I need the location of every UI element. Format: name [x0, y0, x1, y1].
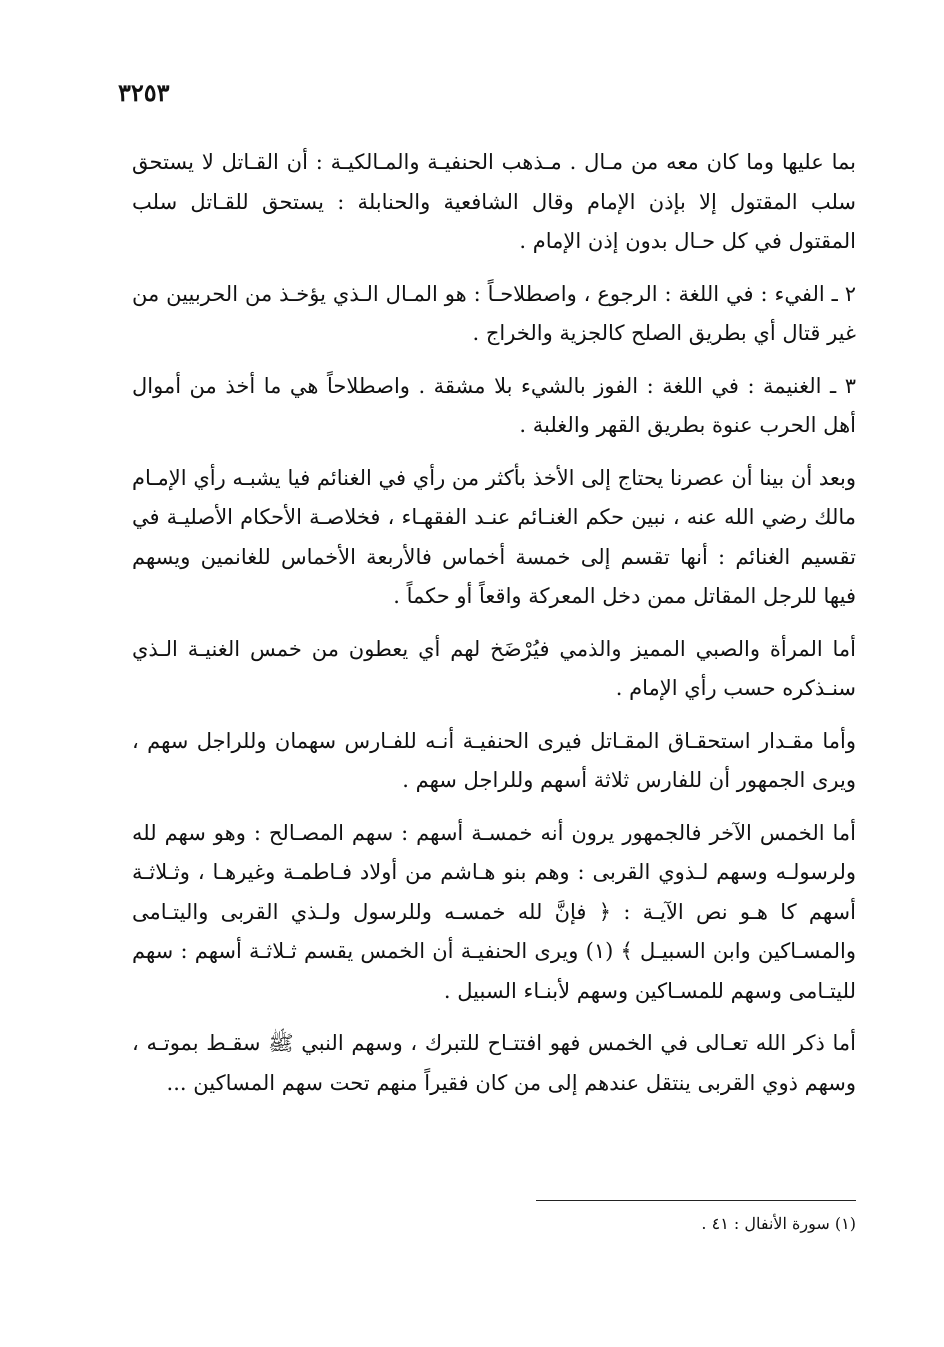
- page-number: ٣٢٥٣: [118, 78, 170, 107]
- paragraph-fighter-share: وأما مقـدار استحقـاق المقـاتل فيرى الحنفيـة أنـه للفـارس سهمان وللراجل سهم ، ويرى الجمهور أن للفارس ثلاثة أسهم وللراجل سهم .: [132, 728, 856, 792]
- paragraph-division-of-spoils: وبعد أن بينا أن عصرنا يحتاج إلى الأخذ بأكثر من رأي في الغنائم فيا يشبـه رأي الإمـام مالك رضي الله عنه ، نبين حكم الغنـائم عنـد الفقهـاء ، فخلاصـة الأحكام الأصليـة في تقسيم الغنائم : أنها تقسم إلى خمسة أخماس فالأربعة الأخماس للغانمين ويسهم فيها للرجل المقاتل ممن دخل المعركة واقعاً أو حكماً .: [132, 465, 856, 608]
- paragraph-mention-of-god: أما ذكر الله تعـالى في الخمس فهو افتتـاح للتبرك ، وسهم النبي ﷺ سقـط بموتـه ، وسهم ذوي القربى ينتقل عندهم إلى من كان فقيراً منهم تحت سهم المساكين ...: [132, 1031, 856, 1095]
- paragraph-ghanima-definition: ٣ ـ الغنيمة : في اللغة : الفوز بالشيء بلا مشقة . واصطلاحاً هي ما أخذ من أموال أهل الحرب عنوة بطريق القهر والغلبة .: [132, 373, 856, 437]
- paragraph-spoils-of-killed: بما عليها وما كان معه من مـال . مـذهب الحنفيـة والمـالكيـة : أن القـاتل لا يستحق سلب المقتول إلا بإذن الإمام وقال الشافعية والحنابلة : يستحق للقـاتل سلب المقتول في كل حـال بدون إذن الإمام .: [132, 150, 856, 253]
- footnote-divider: [536, 1200, 856, 1201]
- paragraph-remaining-fifth: أما الخمس الآخر فالجمهور يرون أنه خمسـة أسهم : سهم المصـالح : وهو سهم لله ولرسولـه وسهم لـذوي القربى : وهم بنو هـاشم من أولاد فـاطمـة وغيرهـا ، وثـلاثـة أسهم كا هـو نص الآيـة : ﴿ فإنَّ لله خمسـه وللرسول ولـذي القربى واليتـامى والمسـاكين وابن السبيـل ﴾ (١) ويرى الحنفيـة أن الخمس يقسم ثـلاثـة أسهم : سهم لليتـامى وسهم للمسـاكين وسهم لأبنـاء السبيل .: [132, 820, 857, 1003]
- footnote: (١) سورة الأنفال : ٤١ .: [701, 1214, 856, 1233]
- paragraph-fay-definition: ٢ ـ الفيء : في اللغة : الرجوع ، واصطلاحـاً : هو المـال الـذي يؤخـذ من الحربيين من غير قتال أي بطريق الصلح كالجزية والخراج .: [132, 281, 856, 345]
- paragraph-woman-child-dhimmi: أما المرأة والصبي المميز والذمي فيُرْضَخ لهم أي يعطون من خمس الغنيـة الـذي سنـذكره حسب رأي الإمام .: [132, 636, 856, 700]
- body-text: [132, 143, 856, 1116]
